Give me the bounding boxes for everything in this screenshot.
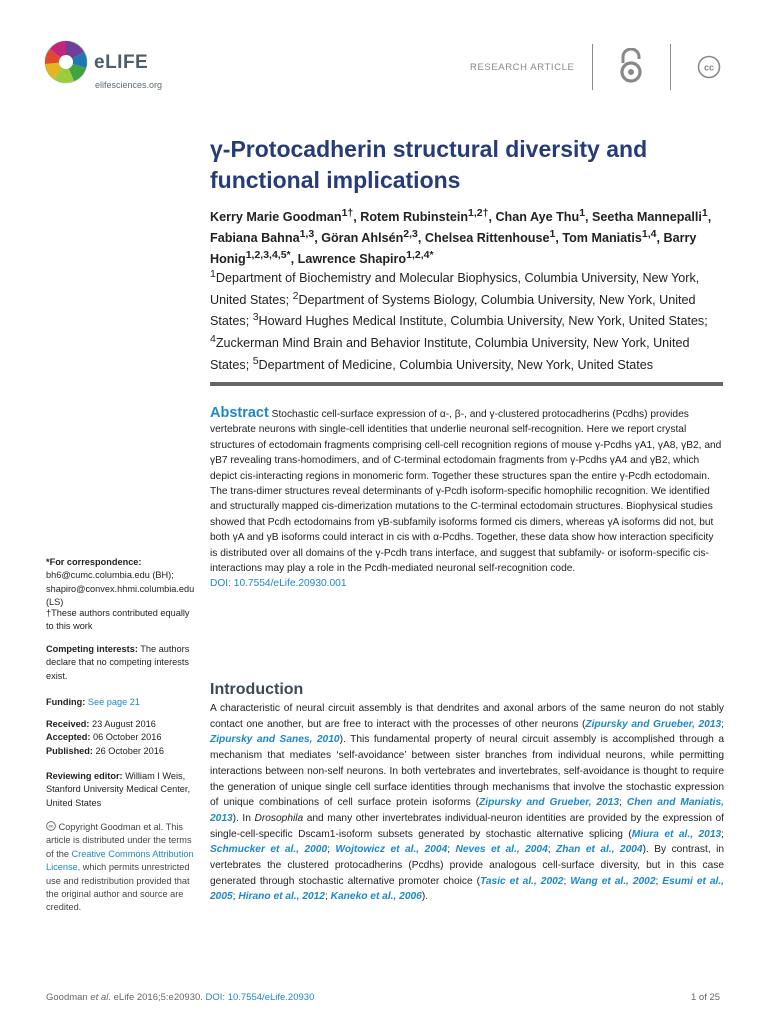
elife-logo-icon[interactable] [44,40,88,84]
affiliation-text: Department of Systems Biology, Columbia University, New York, United States; [210,292,696,329]
dates [46,718,198,758]
competing-text: The authors declare that no competing interests exist. [46,644,190,681]
footer-citation [46,992,314,1003]
abstract-doi-link[interactable]: DOI: 10.7554/eLife.20930.001 [210,578,347,590]
affiliation-sup: 2 [292,289,299,302]
creative-commons-icon [46,821,56,831]
author-name: Göran Ahlsén [321,231,404,246]
correspondence-note [46,556,198,610]
funding [46,696,198,709]
footer-doi-link[interactable]: DOI: 10.7554/eLife.20930 [205,992,315,1003]
author-affil-sup: 2,3 [403,228,418,241]
footer-etal: et al. [90,992,111,1003]
intro-text: ; [721,718,724,730]
correspondence-label: *For correspondence: [46,557,142,567]
header-divider [670,44,671,90]
intro-text: ). In [232,812,255,824]
author-name: Chan Aye Thu [495,210,580,225]
intro-text: A characteristic of neural circuit assembly is that dendrites and axonal arbors of the same neuron do not stably contact one another, but are free to interact with the processes of other neurons ( [210,703,724,730]
author-separator: , [417,231,425,246]
author-affil-sup: 1 [549,228,556,241]
footer-author: Goodman [46,992,91,1003]
author-affil-sup: 1,2,4* [406,249,434,262]
title-rule [210,382,723,386]
citation-link[interactable]: Miura et al., 2013 [631,828,722,840]
affiliation-sup: 4 [210,333,216,346]
author-name: Lawrence Shapiro [297,252,407,267]
funding-link[interactable]: See page 21 [87,697,140,707]
intro-text: ; [232,891,239,903]
copyright-text-end: which permits unrestricted use and redistribution provided that the original author and source are credited. [46,862,190,913]
intro-text: Drosophila [254,812,304,824]
intro-text: ). This fundamental property of neural circuit assembly is accomplished through a mechanism that mediates ‘self-avoidance’ between sister branches from individual neurons, while permitting interactions between non-self neurons. In both vertebrates and invertebrates, self-avoidance is thought to require the generation of unique single cell surface identities through mechanisms that involve the stochastic expression of unique combinations of cell surface protein isoforms ( [210,734,724,809]
intro-text: ; [327,844,336,856]
author-affil-sup: 1,2,3,4,5* [245,249,291,262]
citation-link[interactable]: Schmucker et al., 2000 [210,844,328,856]
author-separator: , [314,231,322,246]
svg-text:cc: cc [703,62,715,73]
citation-link[interactable]: Tasic et al., 2002 [480,875,564,887]
author-affil-sup: 1,4 [641,228,657,241]
affiliation-sup: 5 [252,354,259,367]
elife-url[interactable]: elifesciences.org [95,80,163,90]
author-name: Chelsea Rittenhouse [424,231,550,246]
abstract-heading: Abstract [210,405,269,421]
author-affil-sup: 1,2† [468,207,489,219]
author-name: Kerry Marie Goodman [210,210,342,225]
citation-link[interactable]: Chen and Maniatis, 2013 [210,797,724,824]
author-separator: , [585,210,593,225]
affiliation-sup: 3 [252,311,259,324]
page-number: 1 of 25 [691,992,721,1003]
affiliation-text: Howard Hughes Medical Institute, Columbia University, New York, United States; [258,314,708,329]
creative-commons-icon [697,55,721,79]
citation-link[interactable]: Wojtowicz et al., 2004 [335,844,448,856]
author-separator: , [353,210,361,225]
abstract [210,406,723,592]
funding-label: Funding: [46,697,86,707]
author-name: Fabiana Bahna [210,231,300,246]
citation-link[interactable]: Hirano et al., 2012 [238,891,325,903]
published-label: Published: [46,745,93,756]
author-name: Rotem Rubinstein [360,210,469,225]
citation-link[interactable]: Zipursky and Grueber, 2013 [479,797,620,809]
received-label: Received: [46,719,90,729]
author-separator: , [555,231,563,246]
citation-link[interactable]: Kaneko et al., 2006 [330,891,422,903]
competing-interests [46,643,198,683]
affiliations [210,266,725,374]
intro-text: ; [563,875,571,887]
intro-text: ; [721,828,725,840]
affiliation-text: Department of Medicine, Columbia University, New York, United States [258,357,654,372]
introduction-body [210,701,724,905]
intro-text: ; [324,891,331,903]
open-access-icon [618,48,644,84]
author-affil-sup: 1 [579,207,586,219]
intro-text: and many other invertebrates individual-neuron identities are provided by the expression of single-cell-specific Dscam1-isoform subsets generated by stochastic alternative splicing ( [210,812,724,840]
published-date: 26 October 2016 [95,745,164,756]
author-separator: , [290,252,298,267]
footer-journal: eLife 2016;5:e20930. [110,992,206,1003]
citation-link[interactable]: Zipursky and Sanes, 2010 [210,734,340,746]
author-affil-sup: 1 [701,207,708,219]
received-date: 23 August 2016 [91,719,156,729]
citation-link[interactable]: Esumi et al., 2005 [210,875,724,903]
citation-link[interactable]: Zhan et al., 2004 [556,844,643,856]
affiliation-sup: 1 [210,268,216,280]
competing-label: Competing interests: [46,644,138,654]
intro-text: ; [447,844,456,856]
intro-text: ; [547,844,557,856]
affiliation-text: Zuckerman Mind Brain and Behavior Institute, Columbia University, New York, United States; [210,336,690,372]
author-separator: , [656,231,664,246]
introduction-heading: Introduction [210,681,304,698]
intro-text: ). By contrast, in vertebrates the clustered protocadherins (Pcdhs) provide analogous cell-surface diversity, but in this case generated through stochastic alternative promoter choice ( [210,844,725,887]
intro-text: ; [655,875,663,887]
citation-link[interactable]: Zipursky and Grueber, 2013 [585,718,722,730]
author-separator: , [488,210,496,225]
accepted-date: 06 October 2016 [92,732,162,743]
copyright-note [46,821,198,915]
correspondence-emails[interactable]: bh6@cumc.columbia.edu (BH); shapiro@convex.hhmi.columbia.edu (LS) [46,570,195,608]
author-name: Barry Honig [210,231,697,267]
intro-text: ; [619,797,627,809]
author-affil-sup: 1,3 [299,228,315,241]
license-link[interactable]: Creative Commons Attribution License, [46,848,194,873]
svg-text:cc: cc [48,823,54,829]
article-type: RESEARCH ARTICLE [470,62,575,73]
abstract-text: Stochastic cell-surface expression of α-, β-, and γ-clustered protocadherins (Pcdhs) provides vertebrate neurons with single-cell identities that underlie neuronal self-recognition. Here we report crystal structures of ectodomain fragments comprising cell-cell recognition regions of mouse γ-Pcdhs γA1, γA8, γB2, and γB7 revealing trans-homodimers, and of C-terminal ectodomain fragments from γ-Pcdhs γA4 and γB2, which depict cis-interacting regions in monomeric form. Together these structures span the entire γ-Pcdh ectodomain. The trans-dimer structures reveal determinants of γ-Pcdh isoform-specific homophilic recognition. We identified and structurally mapped cis-dimerization mutations to the C-terminal ectodomain structures. Biophysical studies showed that Pcdh ectodomains from γB-subfamily isoforms formed cis dimers, whereas γA isoforms did not, but both γA and γB isoforms could interact in cis with α-Pcdhs. Together, these data show how interaction specificity is distributed over all domains of the γ-Pcdh trans interface, and suggest that subfamily- or isoform-specific cis-interactions may play a role in the Pcdh-mediated neuronal self-recognition code. [210,409,722,575]
author-name: Seetha Mannepalli [592,210,702,225]
editor-label: Reviewing editor: [46,771,123,781]
intro-text: ). [421,891,429,903]
author-name: Tom Maniatis [562,231,642,246]
copyright-text: Copyright Goodman et al. This article is distributed under the terms of the [46,822,192,859]
accepted-label: Accepted: [46,732,91,743]
author-separator: , [707,210,712,225]
affiliation-text: Department of Biochemistry and Molecular Biophysics, Columbia University, New York, United States; [210,271,700,307]
editor-text: William I Weis, Stanford University Medical Center, United States [46,771,190,808]
author-affil-sup: 1† [341,207,354,219]
equal-contribution-note: †These authors contributed equally to this work [46,608,190,632]
author-list [210,205,725,269]
reviewing-editor [46,770,198,810]
citation-link[interactable]: Wang et al., 2002 [570,875,656,887]
header-divider [592,44,593,90]
elife-brand[interactable]: eLIFE [94,52,149,73]
article-title: γ-Protocadherin structural diversity and functional implications [210,136,648,193]
citation-link[interactable]: Neves et al., 2004 [455,844,548,856]
